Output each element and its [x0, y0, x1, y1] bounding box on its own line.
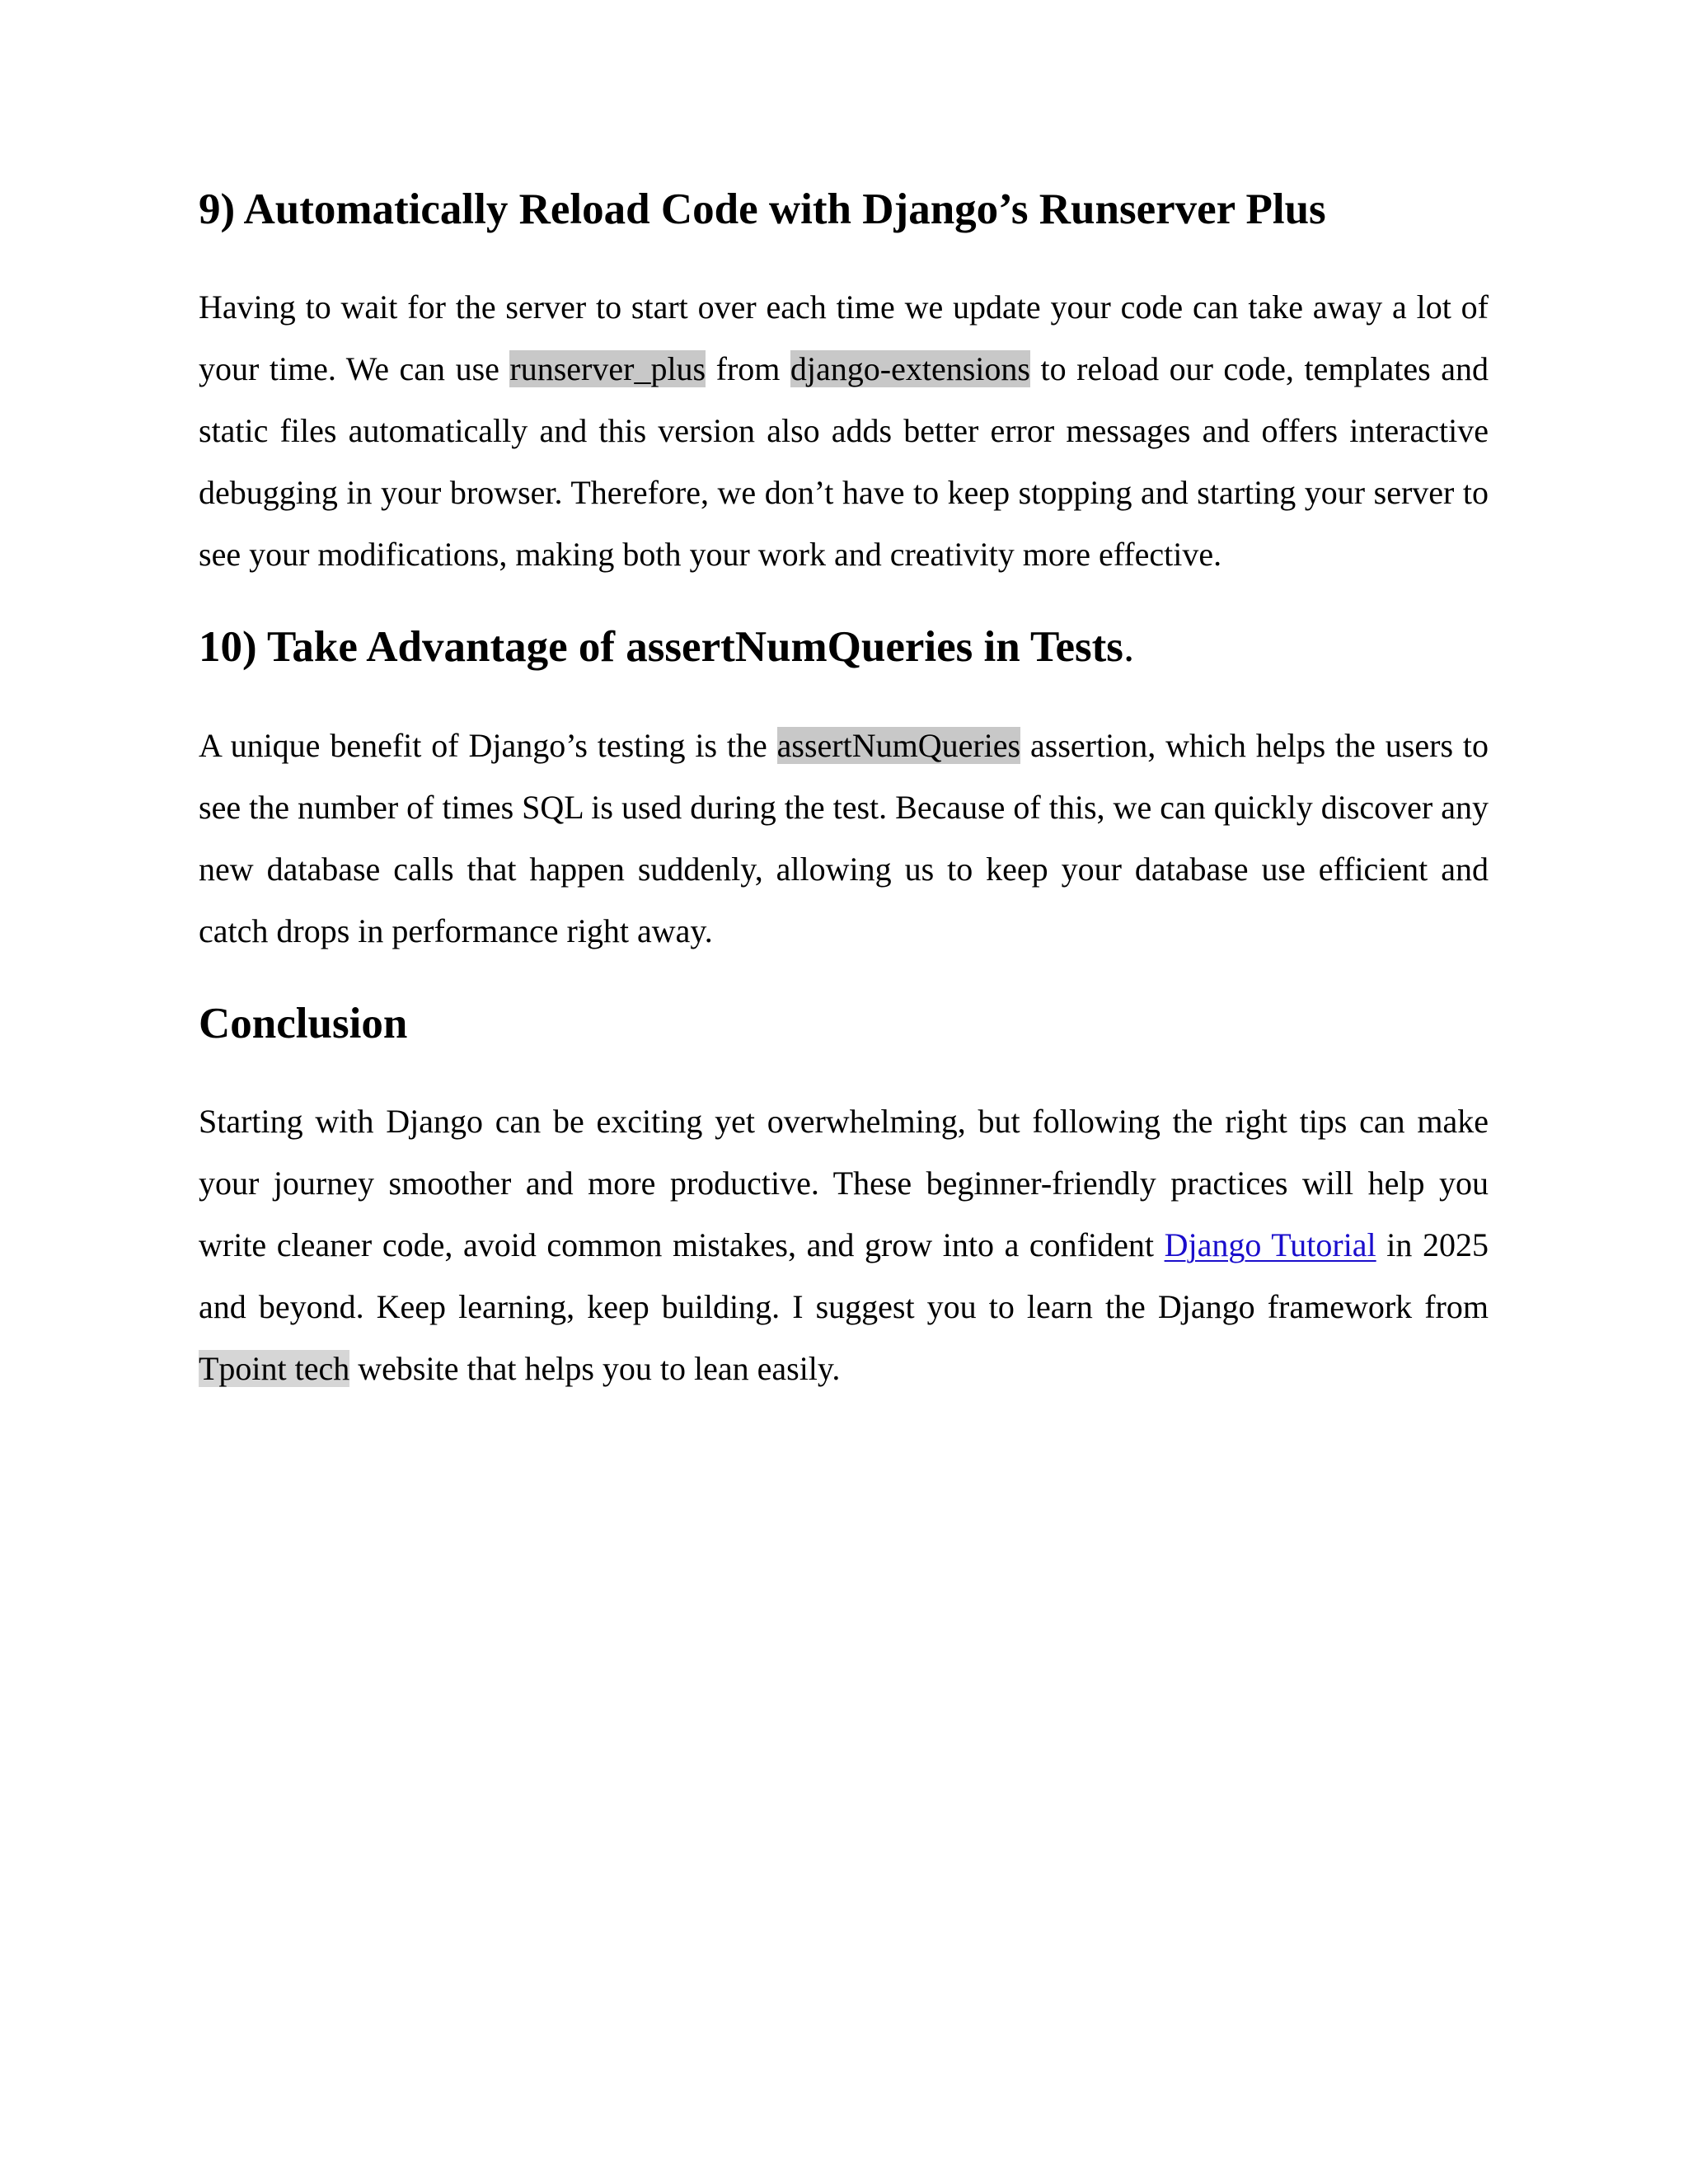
conclusion-heading [199, 1000, 1489, 1047]
section-9-text-3: to reload our code, templates and static files automatically and this version also adds better error messages and offers interactive debugging in your browser. Therefore, we don’t have to keep stopping and starting your server to see your modifications, making both your work and creativity more effective. [199, 350, 1489, 574]
section-9-heading-text: 9) Automatically Reload Code with Django’s Runserver Plus [199, 185, 1326, 233]
django-tutorial-link[interactable]: Django Tutorial [1164, 1226, 1376, 1263]
section-9-heading [199, 185, 1489, 233]
section-10-heading-period: . [1123, 623, 1135, 672]
conclusion-text-1: Starting with Django can be exciting yet overwhelming, but following the right tips can make your journey smoother and more productive. These beginner-friendly practices will help you write cleaner code, avoid common mistakes, and grow into a confident [199, 1102, 1489, 1263]
conclusion-text-3: website that helps you to lean easily. [349, 1349, 841, 1387]
conclusion-heading-text: Conclusion [199, 999, 408, 1047]
section-9-text-1: Having to wait for the server to start over each time we update your code can take away a lot of your time. We can use [199, 288, 1489, 388]
conclusion-paragraph [199, 1090, 1489, 1399]
document-page [199, 185, 1489, 1399]
section-10-text-1: A unique benefit of Django’s testing is the [199, 726, 777, 764]
section-9-text-2: from [706, 350, 790, 388]
conclusion-text-2: in 2025 and beyond. Keep learning, keep building. I suggest you to learn the Django framework from [199, 1226, 1489, 1325]
section-10-paragraph [199, 715, 1489, 962]
section-9-paragraph [199, 276, 1489, 585]
section-10-text-2: assertion, which helps the users to see the number of times SQL is used during the test. Because of this, we can quickly discover any new database calls that happen suddenly, allowing us to keep your database use efficient and catch drops in performance right away. [199, 726, 1489, 949]
tpoint-tech-highlight: Tpoint tech [199, 1349, 350, 1387]
section-10-heading [199, 623, 1489, 671]
runserver-plus-highlight: runserver_plus [509, 350, 706, 388]
django-extensions-highlight: django-extensions [790, 350, 1030, 388]
section-10-heading-text: 10) Take Advantage of assertNumQueries in Tests [199, 623, 1123, 672]
assertnumqueries-highlight: assertNumQueries [776, 726, 1021, 764]
